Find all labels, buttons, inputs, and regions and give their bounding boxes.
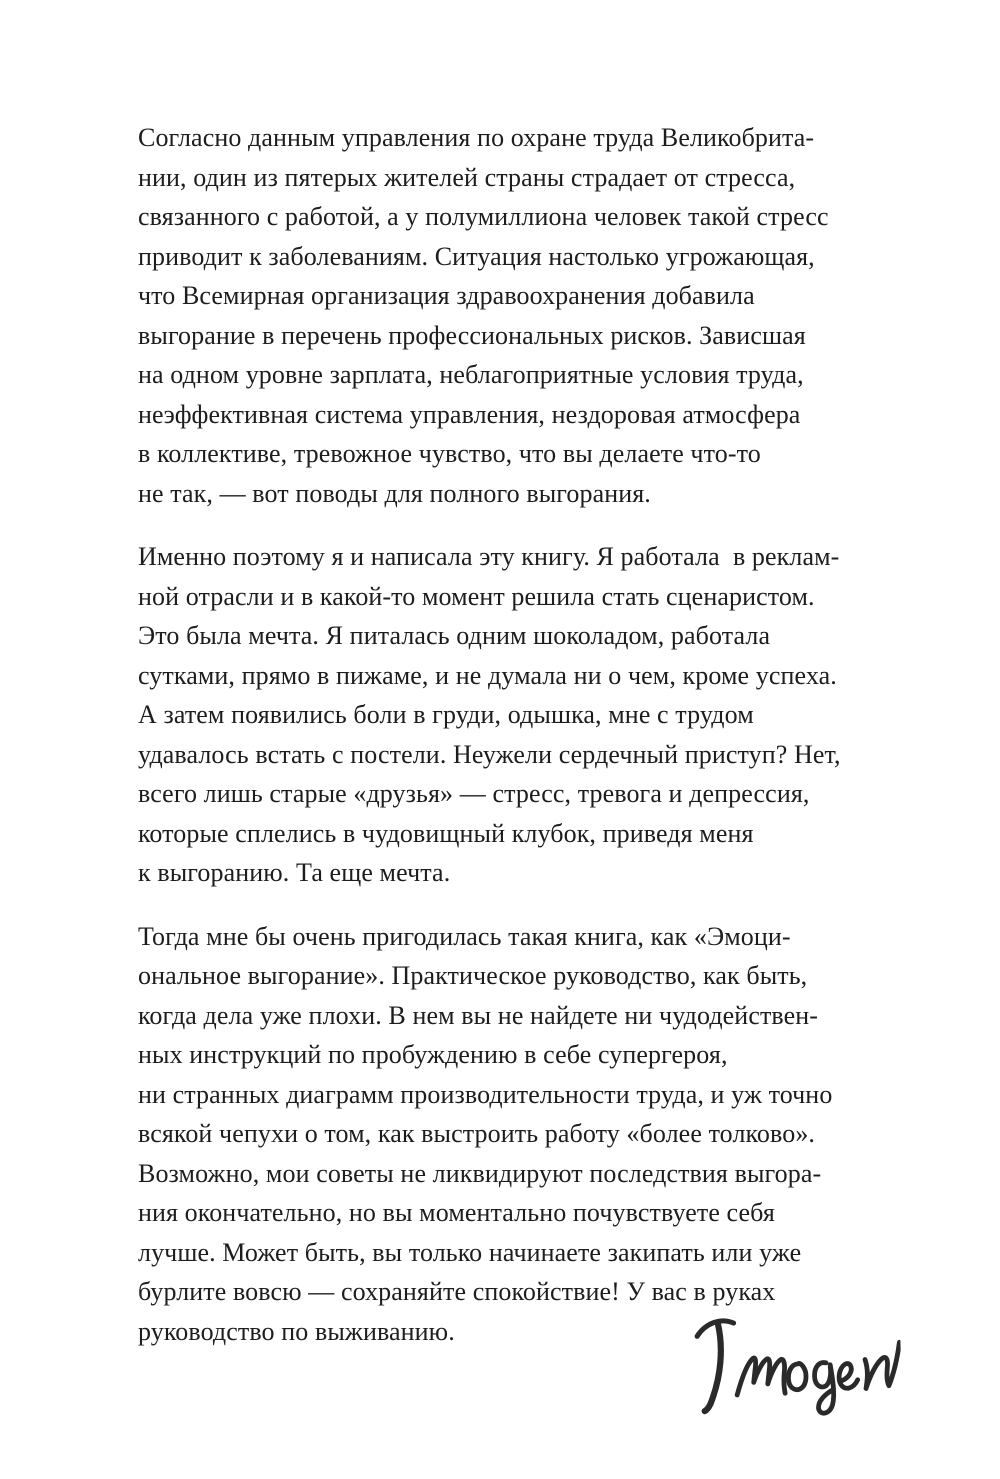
text-line: всякой чепухи о том, как выстроить работу «более толково». [138,1119,816,1148]
text-line: что Всемирная организация здравоохранения добавила [138,281,755,310]
text-line: Возможно, мои советы не ликвидируют последствия выгора- [138,1158,822,1188]
text-line: ной отрасли и в какой-то момент решила стать сценаристом. [138,581,815,611]
text-line: связанного с работой, а у полумиллиона человек такой стресс [138,202,829,231]
text-line: бурлите вовсю — сохраняйте спокойствие! У вас в руках [138,1277,776,1306]
paragraph-2 [138,537,900,893]
text-line: Именно поэтому я и написала эту книгу. Я работала в реклам- [138,542,840,571]
paragraph-3 [138,917,900,1352]
text-line: на одном уровне зарплата, неблагоприятные условия труда, [138,360,804,389]
text-line: Это была мечта. Я питалась одним шоколадом, работала [138,621,771,650]
signature-stroke [864,1342,901,1388]
text-line: удавалось встать с постели. Неужели сердечный приступ? Нет, [138,739,841,769]
body-text [138,118,900,1375]
text-line: которые сплелись в чудовищный клубок, приведя меня [138,818,754,848]
text-line: сутками, прямо в пижаме, и не думала ни о чем, кроме успеха. [138,660,837,690]
text-line: ных инструкций по пробуждению в себе супергероя, [138,1040,728,1069]
signature-stroke [702,1323,723,1412]
text-line: ни странных диаграмм производительности труда, и уж точно [138,1079,833,1109]
text-line: руководство по выживанию. [138,1316,455,1346]
text-line: в коллективе, тревожное чувство, что вы делаете что-то [138,439,761,468]
paragraph-1 [138,118,900,513]
text-line: приводит к заболеваниям. Ситуация настолько угрожающая, [138,241,815,271]
text-line: неэффективная система управления, нездоровая атмосфера [138,399,801,429]
signature-stroke [839,1363,858,1388]
text-line: к выгоранию. Та еще мечта. [138,858,451,887]
text-line: Согласно данным управления по охране труда Великобрита- [138,123,815,152]
text-line: не так, — вот поводы для полного выгорания. [138,478,651,508]
signature-stroke [788,1363,807,1390]
text-line: выгорание в перечень профессиональных рисков. Зависшая [138,320,806,350]
text-line: А затем появились боли в груди, одышка, мне с трудом [138,700,754,729]
text-line: лучше. Может быть, вы только начинаете закипать или уже [138,1237,802,1267]
signature-imogen [684,1298,903,1423]
text-line: ональное выгорание». Практическое руководство, как быть, [138,961,808,990]
signature-stroke [736,1357,786,1395]
text-line: ния окончательно, но вы моментально почувствуете себя [138,1198,775,1227]
text-line: нии, один из пятерых жителей страны страдает от стресса, [138,162,796,192]
text-line: когда дела уже плохи. В нем вы не найдете ни чудодействен- [138,1000,819,1030]
text-line: всего лишь старые «друзья» — стресс, тревога и депрессия, [138,779,810,808]
text-line: Тогда мне бы очень пригодилась такая книга, как «Эмоци- [138,921,791,951]
